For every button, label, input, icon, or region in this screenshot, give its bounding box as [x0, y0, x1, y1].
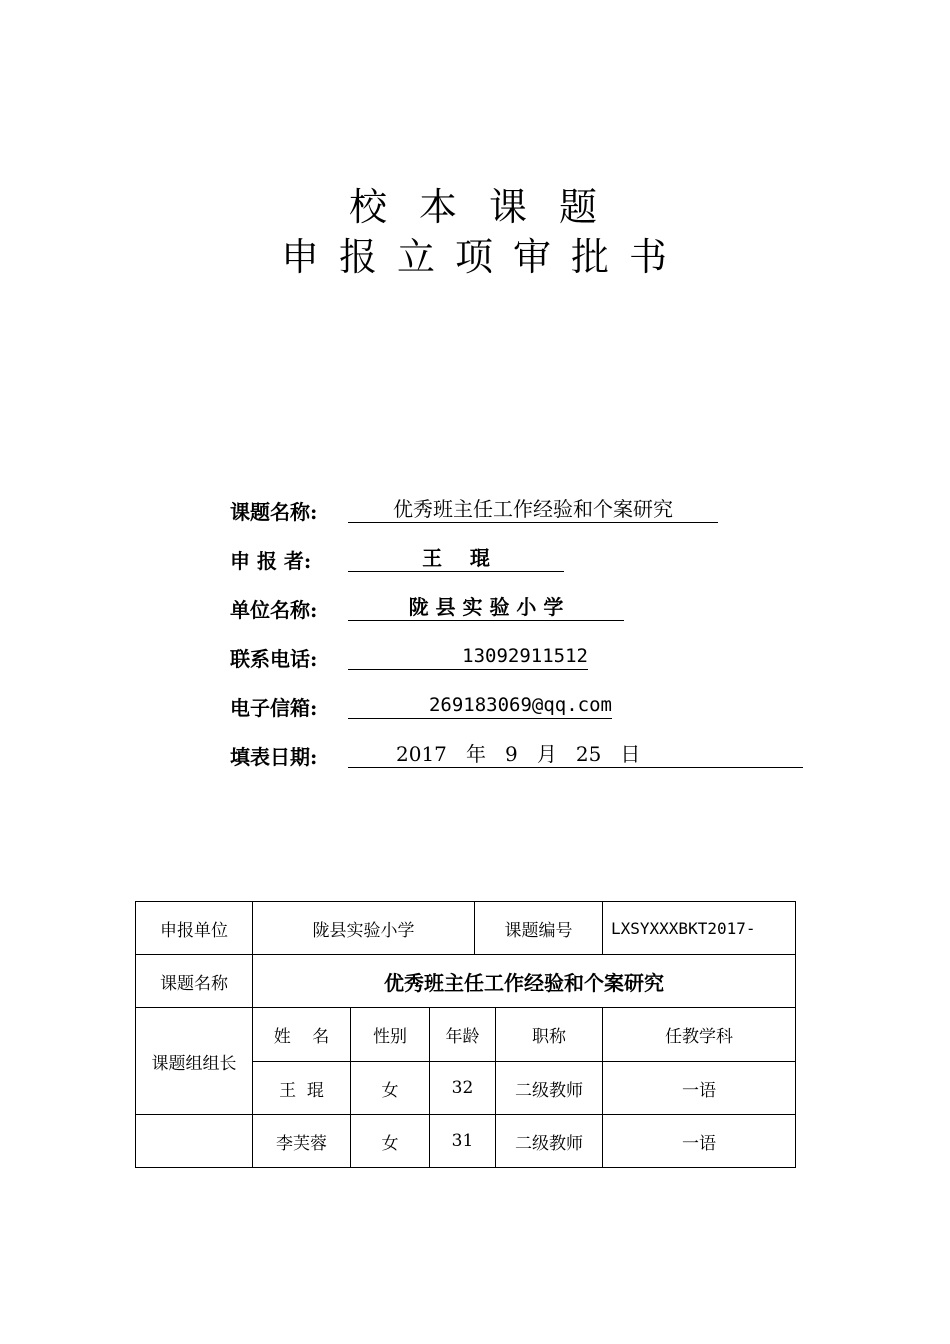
phone-label: 联系电话:: [230, 647, 318, 671]
application-table: [135, 901, 796, 1168]
code-value-cell: LXSYXXXBKT2017-: [603, 902, 796, 955]
member-age: 32: [430, 1062, 496, 1115]
member-title: 二级教师: [496, 1115, 603, 1168]
date-label: 填表日期:: [230, 745, 318, 769]
header-gender: 性别: [351, 1008, 430, 1062]
member-name: 王 琨: [253, 1062, 351, 1115]
header-subject: 任教学科: [603, 1008, 796, 1062]
document-title-line2: 申报立项审批书: [280, 235, 687, 279]
table-header-row: [136, 1008, 796, 1062]
topic-value-cell: 优秀班主任工作经验和个案研究: [253, 955, 796, 1008]
empty-cell: [136, 1115, 253, 1168]
member-gender: 女: [351, 1115, 430, 1168]
unit-label-cell: 申报单位: [136, 902, 253, 955]
leader-label-cell: 课题组组长: [136, 1008, 253, 1115]
member-gender: 女: [351, 1062, 430, 1115]
unit-value-cell: 陇县实验小学: [253, 902, 475, 955]
code-label-cell: 课题编号: [475, 902, 603, 955]
member-subject: 一语: [603, 1062, 796, 1115]
topic-label-cell: 课题名称: [136, 955, 253, 1008]
date-text: 2017 年 9 月 25 日: [396, 742, 641, 766]
document-title-line1: 校本课题: [348, 185, 629, 229]
date-row: [230, 741, 810, 771]
unit-label: 单位名称:: [230, 598, 318, 622]
email-row: [230, 692, 810, 722]
table-row: [136, 955, 796, 1008]
table-row: [136, 902, 796, 955]
header-name: 姓 名: [253, 1008, 351, 1062]
member-age: 31: [430, 1115, 496, 1168]
date-value: [348, 741, 803, 768]
phone-row: [230, 643, 810, 673]
email-label: 电子信箱:: [230, 696, 318, 720]
applicant-row: [230, 545, 810, 575]
topic-label: 课题名称:: [230, 500, 318, 524]
topic-value: 优秀班主任工作经验和个案研究: [348, 496, 718, 523]
unit-row: [230, 594, 810, 624]
email-value: 269183069@qq.com: [348, 692, 612, 719]
applicant-label: 申 报 者:: [230, 549, 312, 573]
member-title: 二级教师: [496, 1062, 603, 1115]
table-row: [136, 1115, 796, 1168]
phone-value: 13092911512: [348, 643, 588, 670]
header-title: 职称: [496, 1008, 603, 1062]
topic-row: [230, 496, 810, 526]
member-subject: 一语: [603, 1115, 796, 1168]
unit-value: 陇 县 实 验 小 学: [348, 594, 624, 621]
header-age: 年龄: [430, 1008, 496, 1062]
applicant-value: 王 琨: [348, 545, 564, 572]
member-name: 李芙蓉: [253, 1115, 351, 1168]
